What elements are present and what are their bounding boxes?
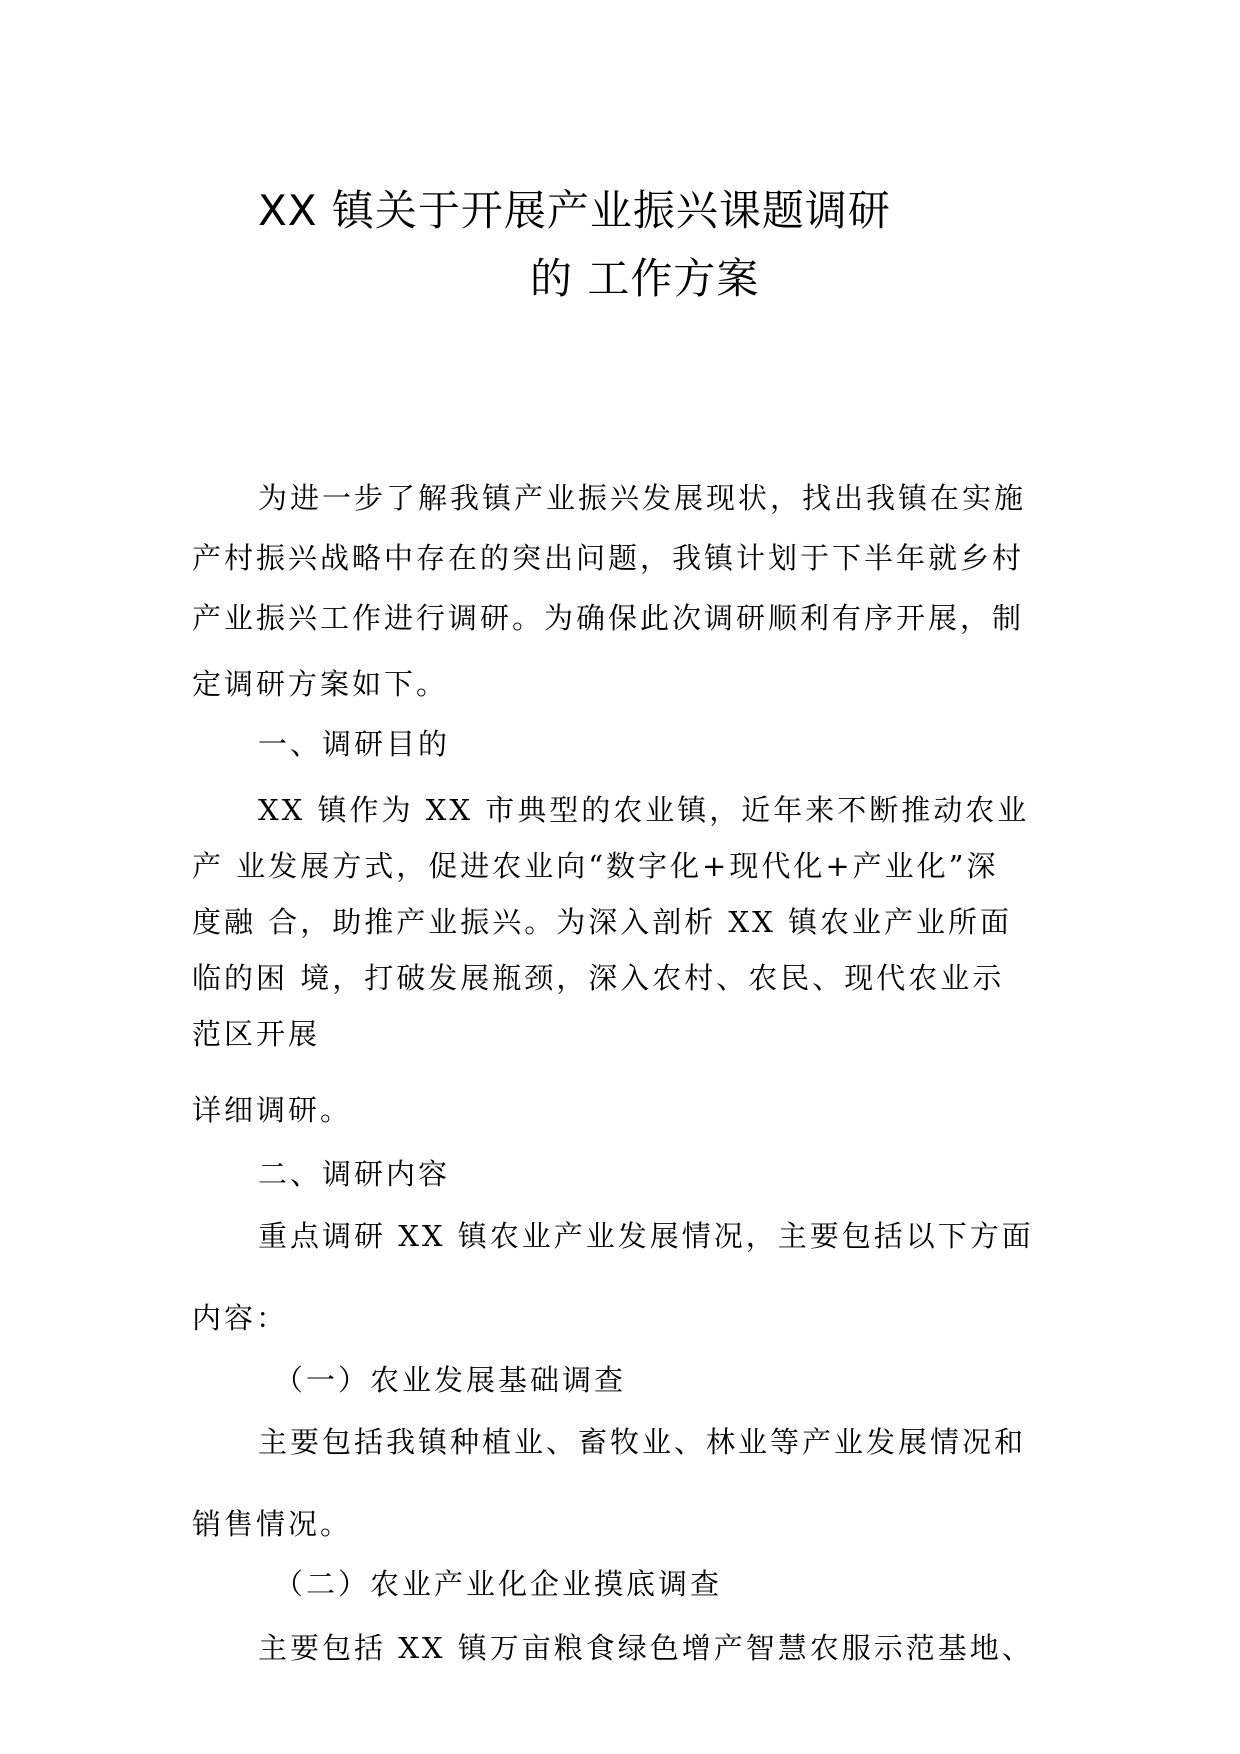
body-line: 销售情况。 bbox=[192, 1507, 353, 1541]
body-line: 产村振兴战略中存在的突出问题，我镇计划于下半年就乡村 bbox=[192, 541, 1025, 575]
body-line: 内容： bbox=[192, 1301, 289, 1335]
body-line: 重点调研 XX 镇农业产业发展情况，主要包括以下方面 bbox=[258, 1219, 1034, 1253]
body-line: 临的困 境，打破发展瓶颈，深入农村、农民、现代农业示 bbox=[192, 961, 1005, 995]
section-heading: 二、调研内容 bbox=[258, 1157, 451, 1191]
body-line: 度融 合，助推产业振兴。为深入剖析 XX 镇农业产业所面 bbox=[192, 905, 1012, 939]
title-line-1: XX 镇关于开展产业振兴课题调研 bbox=[258, 186, 891, 235]
subsection-heading: （一）农业发展基础调查 bbox=[274, 1363, 627, 1397]
body-line: 定调研方案如下。 bbox=[192, 667, 449, 701]
subsection-heading: （二）农业产业化企业摸底调查 bbox=[274, 1567, 723, 1601]
body-line: 产 业发展方式，促进农业向“数字化+现代化+产业化”深 bbox=[192, 849, 999, 883]
body-line: XX 镇作为 XX 市典型的农业镇，近年来不断推动农业 bbox=[258, 793, 1030, 827]
body-line: 范区开展 bbox=[192, 1017, 321, 1051]
body-line: 详细调研。 bbox=[192, 1093, 353, 1127]
body-line: 为进一步了解我镇产业振兴发展现状，找出我镇在实施 bbox=[258, 481, 1027, 515]
body-line: 主要包括我镇种植业、畜牧业、林业等产业发展情况和 bbox=[258, 1425, 1027, 1459]
body-line: 产业振兴工作进行调研。为确保此次调研顺利有序开展，制 bbox=[192, 601, 1025, 635]
title-line-2: 的 工作方案 bbox=[530, 254, 760, 303]
section-heading: 一、调研目的 bbox=[258, 727, 451, 761]
body-line: 主要包括 XX 镇万亩粮食绿色增产智慧农服示范基地、 bbox=[258, 1631, 1034, 1665]
